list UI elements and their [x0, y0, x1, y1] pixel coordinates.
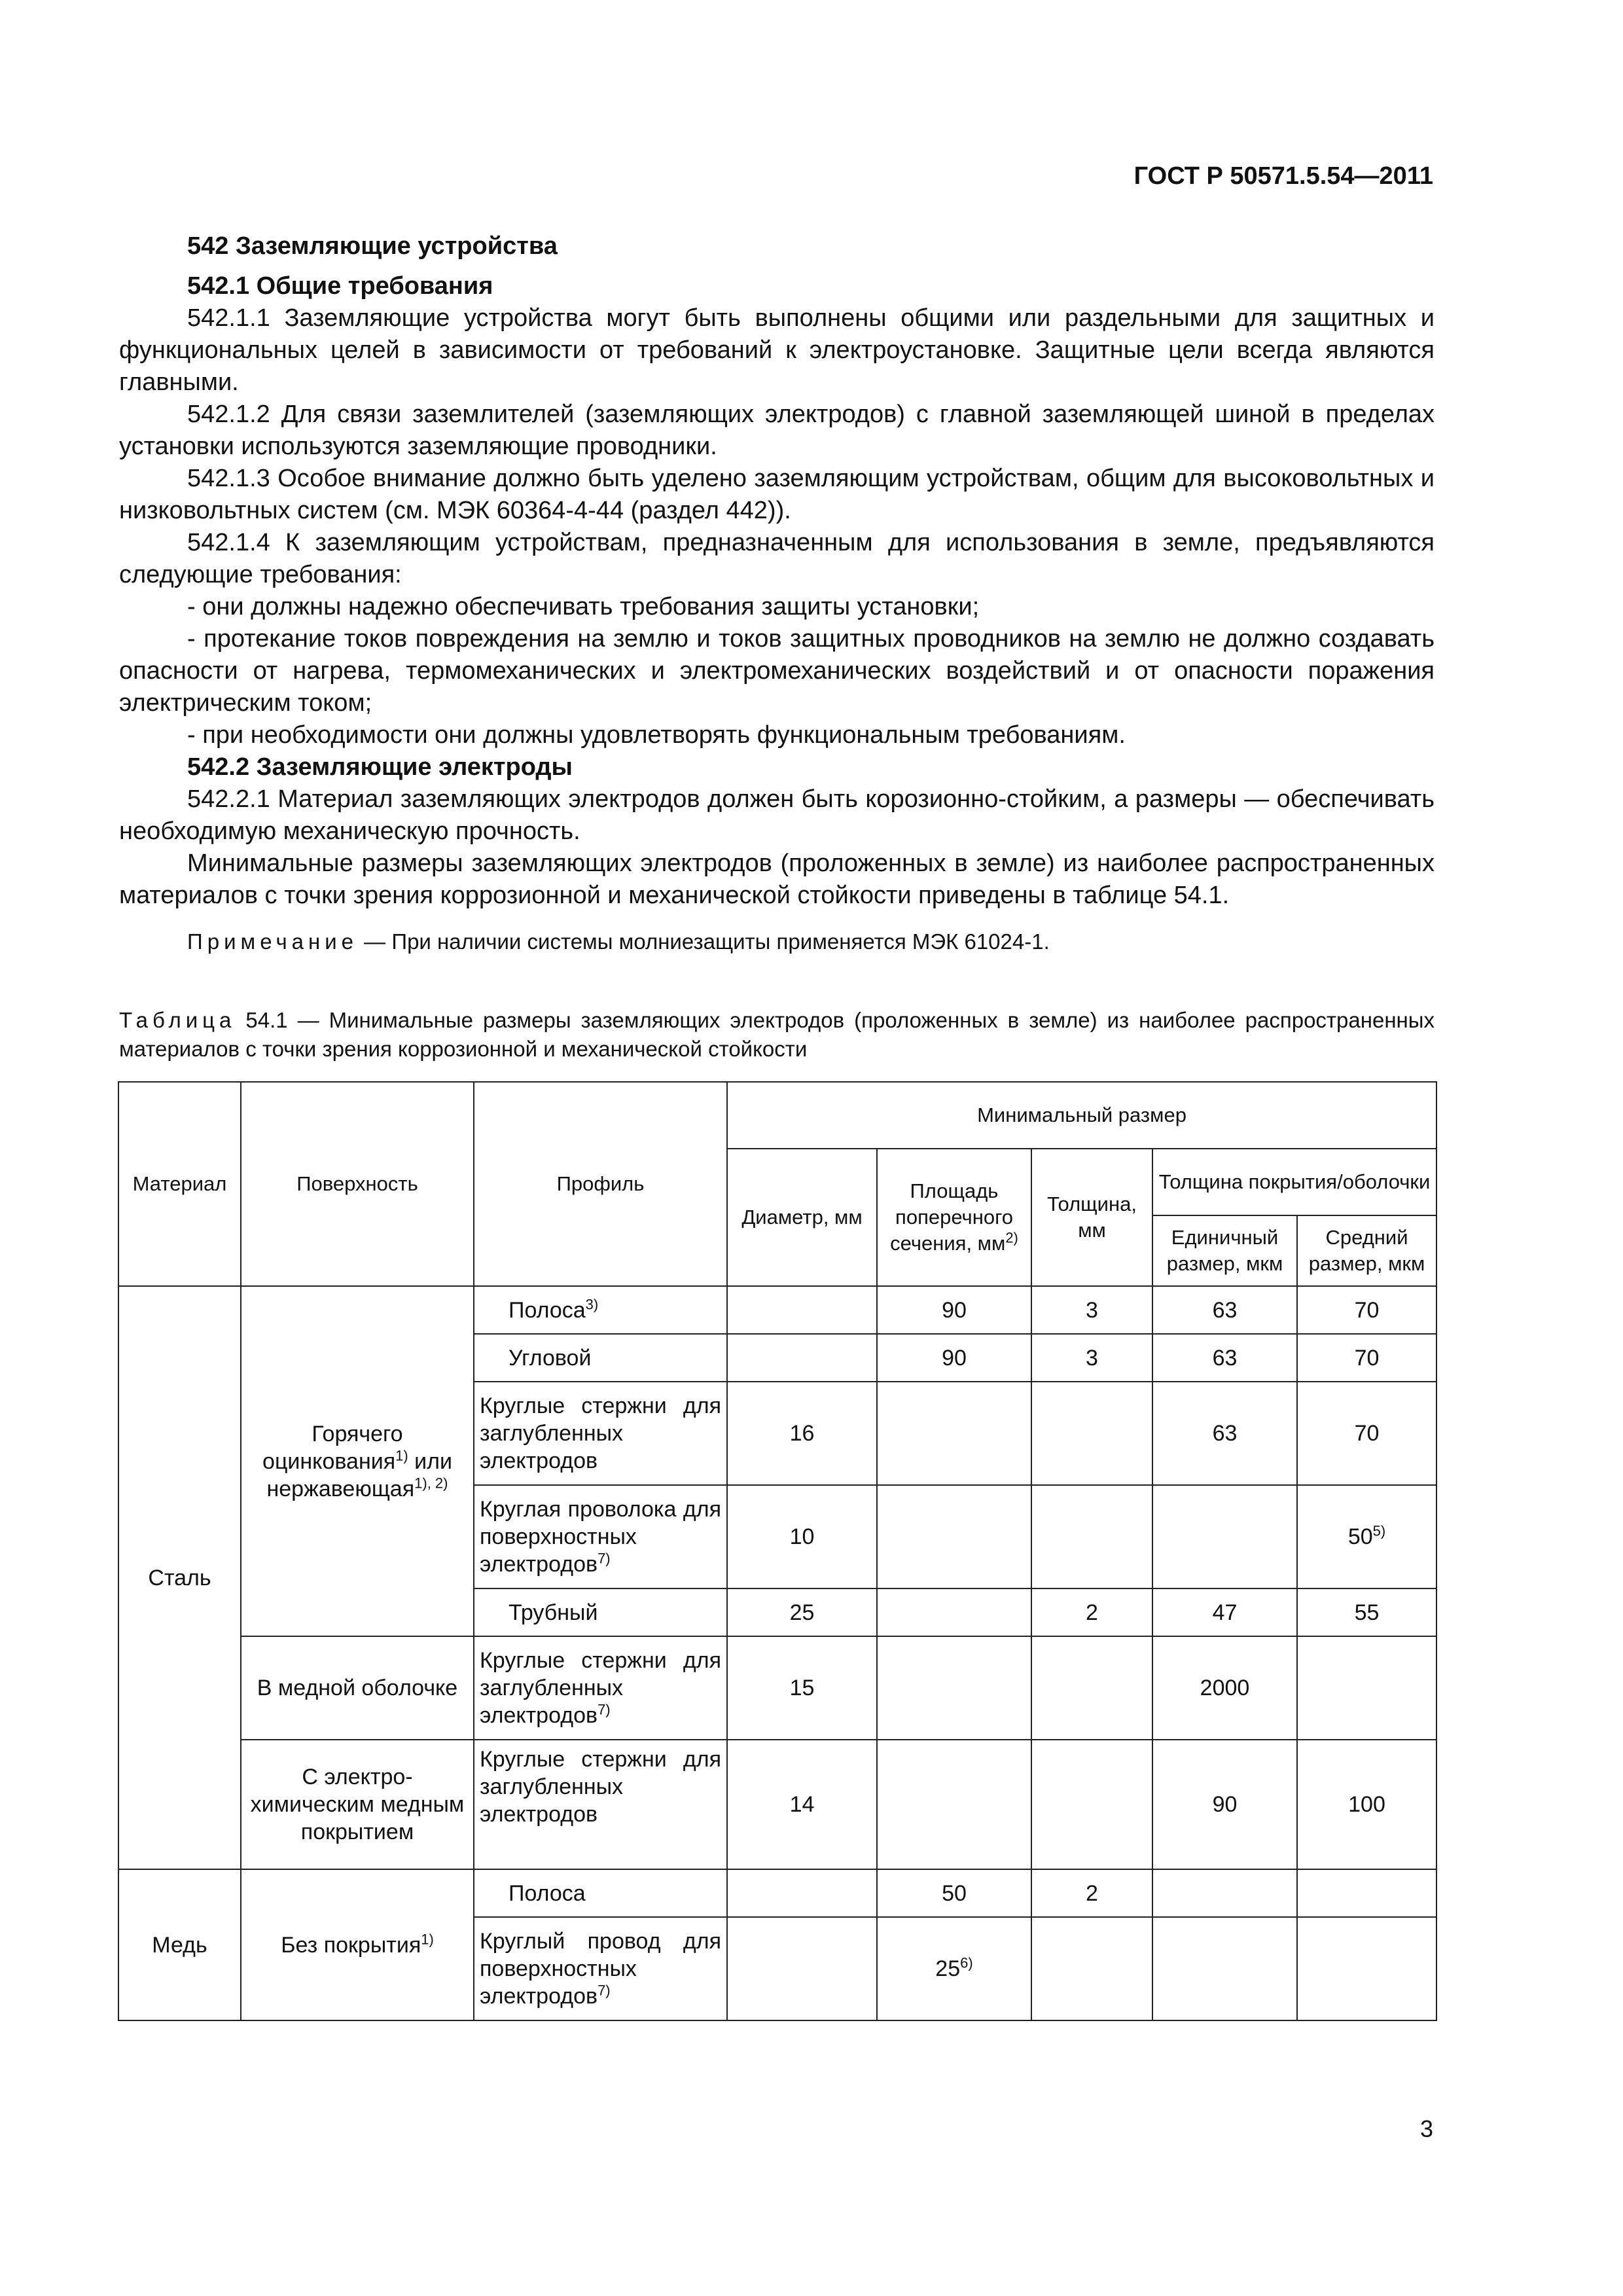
area-cell: [877, 1485, 1031, 1588]
table-row: [118, 1869, 1436, 1917]
surface-copper-sheath: В медной оболочке: [241, 1636, 474, 1740]
note-text: — При наличии системы молниезащиты применяется МЭК 61024-1.: [358, 929, 1050, 954]
header-thickness: Толщина, мм: [1031, 1149, 1152, 1286]
header-profile: Профиль: [474, 1082, 727, 1286]
note-label: Примечание: [187, 929, 359, 954]
note: [119, 927, 1435, 956]
header-min-size: Минимальный размер: [727, 1082, 1436, 1149]
diameter-cell: [727, 1869, 877, 1917]
single-cell: 90: [1152, 1740, 1297, 1869]
header-single: Единичный размер, мкм: [1152, 1215, 1297, 1286]
profile-cell: Угловой: [474, 1334, 727, 1382]
area-cell: 90: [877, 1334, 1031, 1382]
list-item: - протекание токов повреждения на землю и токов защитных проводников на землю не должно создавать опасности от нагрева, термомеханических и электромеханических воздействий и от опасности поражения электрическим током;: [119, 625, 1435, 717]
page-number: 3: [1419, 2115, 1433, 2142]
diameter-cell: 10: [727, 1485, 877, 1588]
single-cell: 63: [1152, 1382, 1297, 1485]
profile-cell: Трубный: [474, 1588, 727, 1636]
table-caption: [119, 1006, 1435, 1064]
thickness-cell: 3: [1031, 1286, 1152, 1334]
area-cell: [877, 1740, 1031, 1869]
single-cell: [1152, 1869, 1297, 1917]
diameter-cell: [727, 1917, 877, 2020]
average-cell: 70: [1297, 1334, 1436, 1382]
paragraph-min-sizes: Минимальные размеры заземляющих электродов (проложенных в земле) из наиболее распространенных материалов с точки зрения коррозионной и механической стойкости приведены в таблице 54.1.: [119, 850, 1435, 909]
thickness-cell: [1031, 1740, 1152, 1869]
table-caption-label: Таблица: [119, 1008, 236, 1032]
electrode-size-table: [118, 1081, 1437, 2021]
paragraph-542-1-4: 542.1.4 К заземляющим устройствам, предназначенным для использования в земле, предъявляются следующие требования:: [119, 529, 1435, 588]
diameter-cell: 14: [727, 1740, 877, 1869]
table-row: [118, 1740, 1436, 1869]
single-cell: 63: [1152, 1334, 1297, 1382]
surface-hot-galvanized: Горячего оцинкования$^{1)}$ или нержавеющая$^{1), 2)}$: [241, 1286, 474, 1636]
thickness-cell: 2: [1031, 1588, 1152, 1636]
diameter-cell: [727, 1334, 877, 1382]
area-cell: 90: [877, 1286, 1031, 1334]
paragraph-542-1-1: 542.1.1 Заземляющие устройства могут быть выполнены общими или раздельными для защитных и функциональных целей в зависимости от требований к электроустановке. Защитные цели всегда являются главными.: [119, 304, 1435, 396]
header-diameter: Диаметр, мм: [727, 1149, 877, 1286]
section-542: [119, 230, 1435, 956]
area-cell: 50: [877, 1869, 1031, 1917]
single-cell: 47: [1152, 1588, 1297, 1636]
material-steel: Сталь: [118, 1286, 241, 1869]
thickness-cell: [1031, 1485, 1152, 1588]
area-cell: [877, 1636, 1031, 1740]
surface-electrochemical-copper: С электро-химическим медным покрытием: [241, 1740, 474, 1869]
header-material: Материал: [118, 1082, 241, 1286]
header-coating: Толщина покрытия/оболочки: [1152, 1149, 1436, 1215]
heading-542-2: 542.2 Заземляющие электроды: [187, 753, 573, 781]
single-cell: 63: [1152, 1286, 1297, 1334]
average-cell: 70: [1297, 1286, 1436, 1334]
table-row: [118, 1636, 1436, 1740]
profile-cell: Полоса$^{3)}$: [474, 1286, 727, 1334]
list-item: - при необходимости они должны удовлетворять функциональным требованиям.: [187, 721, 1126, 749]
area-cell: [877, 1382, 1031, 1485]
profile-cell: Круглая проволока для поверхностных электродов$^{7)}$: [474, 1485, 727, 1588]
list-item: - они должны надежно обеспечивать требования защиты установки;: [187, 593, 980, 620]
thickness-cell: [1031, 1636, 1152, 1740]
document-code: ГОСТ Р 50571.5.54—2011: [1133, 162, 1433, 190]
area-cell: 25$^{6)}$: [877, 1917, 1031, 2020]
header-average: Средний размер, мкм: [1297, 1215, 1436, 1286]
average-cell: [1297, 1869, 1436, 1917]
average-cell: 55: [1297, 1588, 1436, 1636]
profile-cell: Круглые стержни для заглубленных электродов: [474, 1382, 727, 1485]
average-cell: 70: [1297, 1382, 1436, 1485]
single-cell: [1152, 1917, 1297, 2020]
profile-cell: Круглый провод для поверхностных электродов$^{7)}$: [474, 1917, 727, 2020]
average-cell: [1297, 1917, 1436, 2020]
paragraph-542-2-1: 542.2.1 Материал заземляющих электродов должен быть корозионно-стойким, а размеры — обеспечивать необходимую механическую прочность.: [119, 785, 1435, 845]
table-row: [118, 1286, 1436, 1334]
surface-bare: Без покрытия$^{1)}$: [241, 1869, 474, 2020]
thickness-cell: 3: [1031, 1334, 1152, 1382]
diameter-cell: 16: [727, 1382, 877, 1485]
diameter-cell: 25: [727, 1588, 877, 1636]
thickness-cell: 2: [1031, 1869, 1152, 1917]
single-cell: [1152, 1485, 1297, 1588]
average-cell: 100: [1297, 1740, 1436, 1869]
single-cell: 2000: [1152, 1636, 1297, 1740]
thickness-cell: [1031, 1382, 1152, 1485]
table-caption-text: 54.1 — Минимальные размеры заземляющих электродов (проложенных в земле) из наиболее распространенных материалов с точки зрения коррозионной и механической стойкости: [119, 1008, 1435, 1061]
heading-542: 542 Заземляющие устройства: [187, 232, 558, 260]
average-cell: [1297, 1636, 1436, 1740]
area-cell: [877, 1588, 1031, 1636]
average-cell: 50$^{5)}$: [1297, 1485, 1436, 1588]
heading-542-1: 542.1 Общие требования: [187, 272, 493, 300]
thickness-cell: [1031, 1917, 1152, 2020]
profile-cell: Полоса: [474, 1869, 727, 1917]
header-area: Площадь поперечного сечения, $мм^{2)}$: [877, 1149, 1031, 1286]
profile-cell: Круглые стержни для заглубленных электродов: [474, 1740, 727, 1869]
header-surface: Поверхность: [241, 1082, 474, 1286]
diameter-cell: [727, 1286, 877, 1334]
material-copper: Медь: [118, 1869, 241, 2020]
diameter-cell: 15: [727, 1636, 877, 1740]
paragraph-542-1-3: 542.1.3 Особое внимание должно быть уделено заземляющим устройствам, общим для высоковольтных и низковольтных систем (см. МЭК 60364-4-44 (раздел 442)).: [119, 465, 1435, 524]
profile-cell: Круглые стержни для заглубленных электродов$^{7)}$: [474, 1636, 727, 1740]
paragraph-542-1-2: 542.1.2 Для связи заземлителей (заземляющих электродов) с главной заземляющей шиной в пределах установки используются заземляющие проводники.: [119, 401, 1435, 460]
